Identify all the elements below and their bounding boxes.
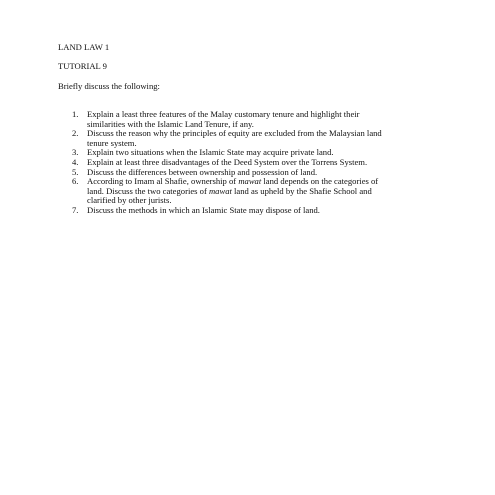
question-line: Explain a least three features of the Malay customary tenure and highlight their — [87, 109, 360, 119]
question-number: 7. — [72, 204, 79, 215]
question-text — [87, 206, 452, 216]
tutorial-label: TUTORIAL 9 — [58, 61, 107, 71]
question-text — [87, 177, 452, 206]
question-text — [87, 110, 452, 129]
question-number: 3. — [72, 147, 79, 158]
question-number: 5. — [72, 166, 79, 177]
question-6 — [72, 177, 452, 206]
text-segment: land depends on the categories of — [261, 176, 379, 187]
text-segment: land as upheld by the Shafie School and — [231, 185, 372, 196]
intro-text: Briefly discuss the following: — [58, 81, 160, 91]
question-number: 4. — [72, 156, 79, 167]
question-1 — [72, 110, 452, 129]
question-line: similarities with the Islamic Land Tenure, if any. — [87, 118, 254, 129]
question-line: Discuss the methods in which an Islamic State may dispose of land. — [87, 204, 320, 215]
question-text — [87, 129, 452, 148]
question-line: Discuss the reason why the principles of equity are excluded from the Malaysian land — [87, 128, 382, 139]
question-number: 2. — [72, 128, 79, 139]
text-segment: According to Imam al Shafie, ownership of — [87, 176, 239, 187]
document-title: LAND LAW 1 — [58, 42, 110, 52]
question-line: Explain two situations when the Islamic State may acquire private land. — [87, 147, 334, 158]
italic-term: mawat — [208, 185, 232, 196]
question-line: clarified by other jurists. — [87, 195, 172, 206]
question-line: tenure system. — [87, 137, 137, 148]
question-number: 6. — [72, 176, 79, 187]
text-segment: land. Discuss the two categories of — [87, 185, 209, 196]
italic-term: mawat — [238, 176, 262, 187]
question-number: 1. — [72, 109, 79, 119]
question-list — [72, 110, 452, 216]
question-line: Discuss the differences between ownership and possession of land. — [87, 166, 318, 177]
question-line: Explain at least three disadvantages of the Deed System over the Torrens System. — [87, 156, 368, 167]
question-7 — [72, 206, 452, 216]
question-2 — [72, 129, 452, 148]
